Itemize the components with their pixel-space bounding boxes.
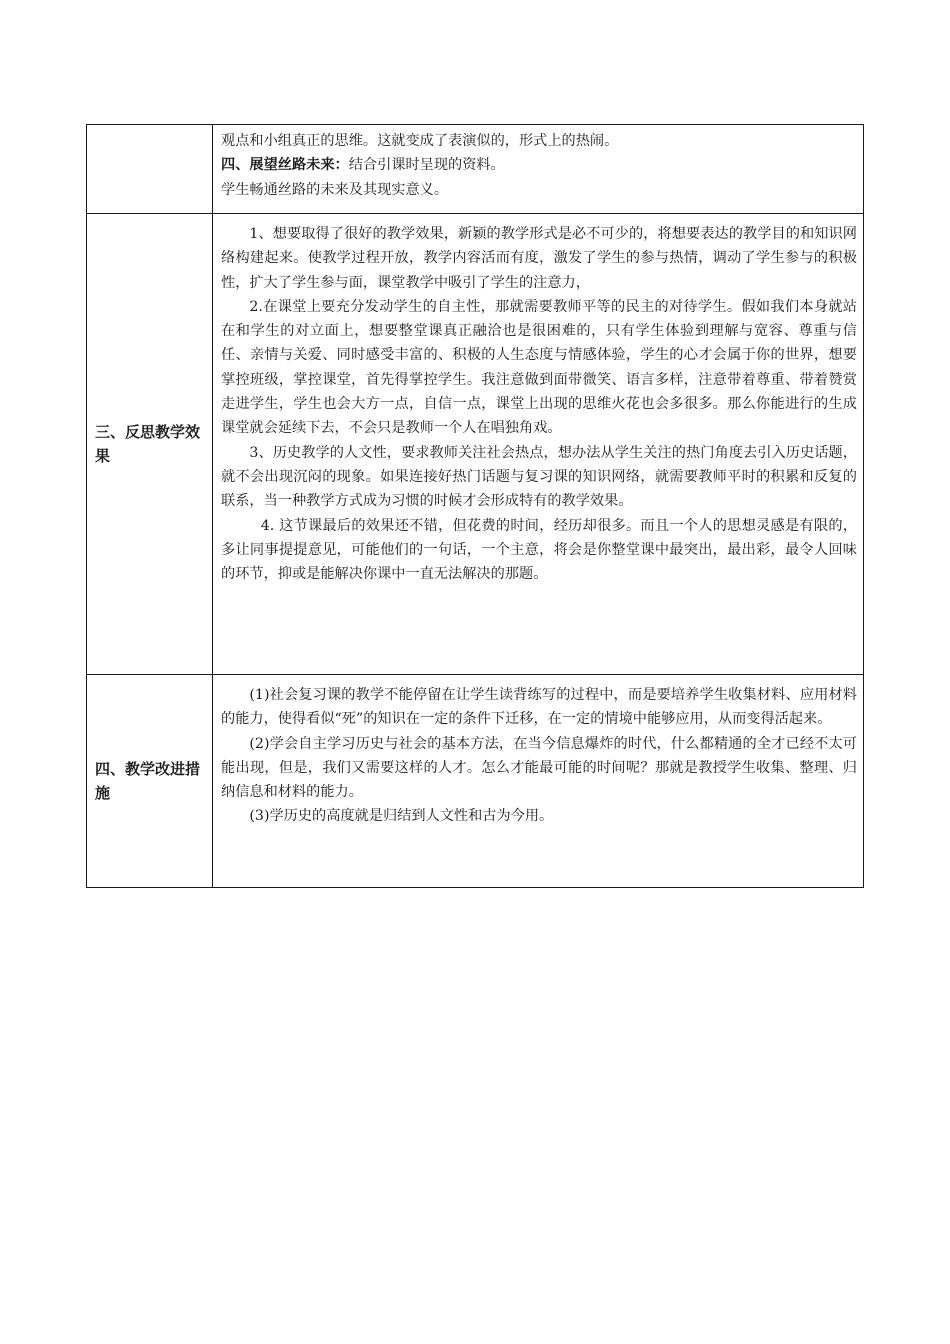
table-row bbox=[87, 125, 864, 214]
content-line-with-heading bbox=[221, 153, 857, 177]
row-content bbox=[213, 125, 863, 202]
row-label-cell bbox=[87, 214, 213, 675]
paragraph: 3、历史教学的人文性，要求教师关注社会热点，想办法从学生关注的热门角度去引入历史话题，就不会出现沉闷的现象。如果连接好热门话题与复习课的知识网络，就需要教师平时的积累和反复的联系，当一种教学方式成为习惯的时候才会形成特有的教学效果。 bbox=[221, 444, 857, 510]
row-label-reflection: 三、反思教学效果 bbox=[95, 423, 201, 465]
row-content bbox=[213, 214, 863, 586]
content-line: 观点和小组真正的思维。这就变成了表演似的，形式上的热闹。 bbox=[221, 133, 619, 149]
table-row bbox=[87, 675, 864, 888]
row-content-cell bbox=[213, 675, 864, 888]
paragraph: 2.在课堂上要充分发动学生的自主性，那就需要教师平等的民主的对待学生。假如我们本身就站在和学生的对立面上，想要整堂课真正融洽也是很困难的，只有学生体验到理解与宽容、尊重与信任、亲情与关爱、同时感受丰富的、积极的人生态度与情感体验，学生的心才会属于你的世界，想要掌控班级，掌控课堂，首先得掌控学生。我注意做到面带微笑、语言多样，注意带着尊重、带着赞赏走进学生，学生也会大方一点，自信一点，课堂上出现的思维火花也会多很多。那么你能进行的生成课堂就会延续下去，不会只是教师一个人在唱独角戏。 bbox=[221, 298, 857, 437]
paragraph: (2)学会自主学习历史与社会的基本方法，在当今信息爆炸的时代，什么都精通的全才已经不太可能出现，但是，我们又需要这样的人才。怎么才能最可能的时间呢？那就是教授学生收集、整理、归纳信息和材料的能力。 bbox=[221, 735, 857, 801]
paragraph: 1、想要取得了很好的教学效果，新颖的教学形式是必不可少的，将想要表达的教学目的和知识网络构建起来。使教学过程开放，教学内容活而有度，激发了学生的参与热情，调动了学生参与的积极性，扩大了学生参与面，课堂教学中吸引了学生的注意力， bbox=[221, 226, 857, 291]
table-row bbox=[87, 214, 864, 675]
row-label-cell bbox=[87, 675, 213, 888]
row-content-cell bbox=[213, 125, 864, 214]
row-content bbox=[213, 675, 863, 829]
content-line: 学生畅通丝路的未来及其现实意义。 bbox=[221, 181, 449, 198]
heading-text: 结合引课时呈现的资料。 bbox=[348, 157, 505, 174]
reflection-table bbox=[86, 124, 864, 888]
paragraph: (3)学历史的高度就是归结到人文性和古为今用。 bbox=[249, 808, 554, 825]
row-content-cell bbox=[213, 214, 864, 675]
paragraph: 4. 这节课最后的效果还不错，但花费的时间，经历却很多。而且一个人的思想灵感是有限的，多让同事提提意见，可能他们的一句话，一个主意，将会是你整堂课中最突出，最出彩，最令人回味的环节，抑或是能解决你课中一直无法解决的那题。 bbox=[221, 517, 857, 583]
paragraph: (1)社会复习课的教学不能停留在让学生读背练写的过程中，而是要培养学生收集材料、应用材料的能力，使得看似“死”的知识在一定的条件下迁移，在一定的情境中能够应用，从而变得活起来。 bbox=[221, 687, 857, 728]
row-label-cell bbox=[87, 125, 213, 214]
section-heading: 四、展望丝路未来： bbox=[221, 157, 349, 174]
row-label-improvement: 四、教学改进措施 bbox=[95, 760, 201, 802]
